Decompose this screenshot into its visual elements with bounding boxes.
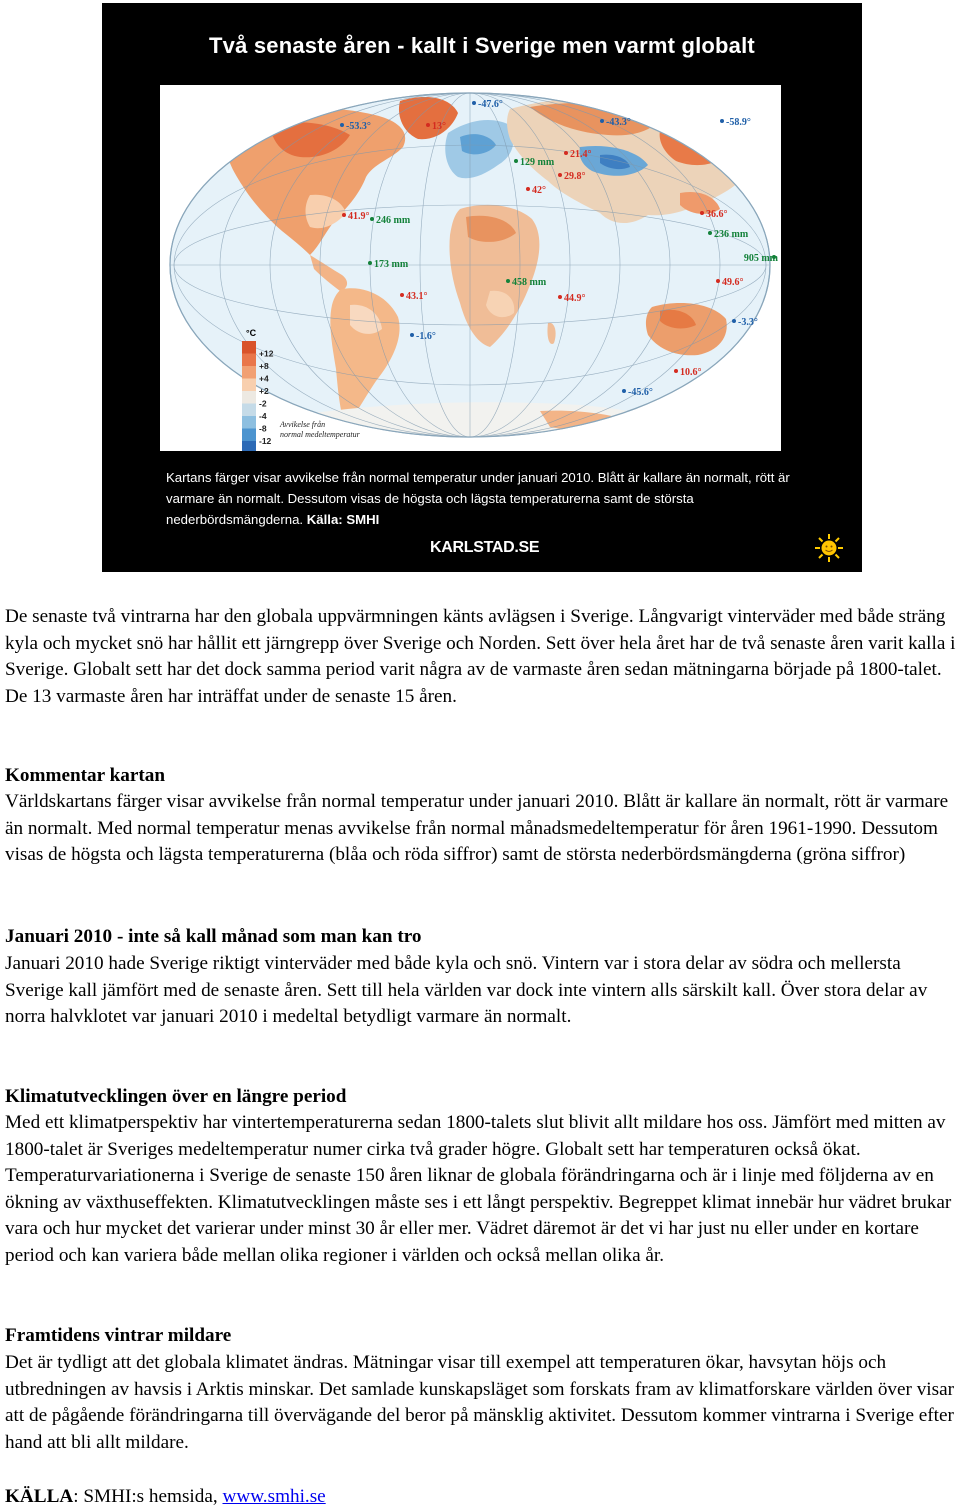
legend-swatch [242,354,256,367]
map-label: 43.1° [406,291,428,302]
smhi-link[interactable]: www.smhi.se [222,1486,326,1507]
map-label: 236 mm [714,229,749,240]
legend-swatch [242,341,256,354]
intro-paragraph: De senaste två vintrarna har den globala uppvärmningen känts avlägsen i Sverige. Långvarigt vinterväder med både sträng kyla och mycket snö har hållit ett järngrepp över Sverige och Norden. Sett över hela året har de två senaste åren varit kalla i Sverige. Globalt sett har det dock samma period varit några av de varmaste åren sedan mätningarna började på 1800-talet. De 13 varmaste åren har inträffat under de senaste 15 åren. [5,606,956,707]
slide-title: Två senaste åren - kallt i Sverige men varmt globalt [209,33,755,58]
legend-step: -2 [259,398,267,409]
map-marker [674,369,678,373]
map-label: 246 mm [376,215,411,226]
section-body-kommentar: Världskartans färger visar avvikelse från normal temperatur under januari 2010. Blått är kallare än normalt, rött är varmare än normalt. Med normal temperatur menas avvikelse från normal månadsmedeltemperatur för åren 1961-1990. Dessutom visas de högsta och lägsta temperaturerna (blåa och röda siffror) samt de största nederbördsmängderna (gröna siffror) [5,791,949,866]
map-label: 44.9° [564,293,586,304]
map-label: -47.6° [478,99,503,110]
legend-caption: normal medeltemperatur [280,430,360,439]
map-marker [370,217,374,221]
source-label: KÄLLA [5,1486,74,1507]
map-marker [472,101,476,105]
legend-step: +8 [259,361,269,371]
source-line [5,1484,326,1510]
map-label: 42° [532,185,546,196]
legend-step: +12 [259,348,274,359]
map-marker [732,319,736,323]
slide-caption [166,467,806,530]
sun-icon [814,533,844,563]
map-marker [410,333,414,337]
legend-step: -8 [259,423,267,434]
map-label: -43.3° [606,117,631,128]
legend-step: +4 [259,373,269,384]
map-marker [720,119,724,123]
map-label: 49.6° [722,277,744,288]
section-heading-kommentar: Kommentar kartan [5,765,166,786]
world-temperature-map [160,85,781,451]
map-label: -45.6° [628,387,653,398]
legend-caption: Avvikelse från [280,420,326,429]
map-label: 10.6° [680,367,702,378]
slide-image [102,3,862,572]
map-marker [342,213,346,217]
karlstad-logo: KARLSTAD.SE [430,539,540,556]
map-label: 458 mm [512,277,547,288]
map-label: -3.3° [738,317,758,328]
map-marker [368,261,372,265]
legend-step: -12 [259,436,272,446]
map-label: 36.6° [706,209,728,220]
map-label: -58.9° [726,117,751,128]
map-marker [426,123,430,127]
legend-swatch [242,429,256,442]
section-heading-klimat: Klimatutvecklingen över en längre period [5,1086,347,1107]
map-label: 21.4° [570,149,592,160]
section-body-framtid: Det är tydligt att det globala klimatet ändras. Mätningar visar till exempel att temperaturen ökar, havsytan höjs och utbredningen av havsis i Arktis minskar. Det samlade kunskapsläget som forskats fram av klimatforskare världen över visar att de pågående förändringarna till övervägande del beror på mänsklig aktivitet. Dessutom kommer vintrarna i Sverige efter hand att bli allt mildare. [5,1352,955,1453]
slide-caption-source: Källa: SMHI [306,512,380,527]
map-label: 29.8° [564,171,586,182]
map-marker [708,231,712,235]
section-heading-januari: Januari 2010 - inte så kall månad som man kan tro [5,926,422,947]
map-label: -1.6° [416,331,436,342]
map-label: 905 mm [743,253,778,264]
section-heading-framtid: Framtidens vintrar mildare [5,1325,232,1346]
legend-swatch [242,379,256,392]
section-body-klimat: Med ett klimatperspektiv har vintertemperaturerna sedan 1800-talets slut blivit allt mildare hos oss. Jämfört med mitten av 1800-talet är Sveriges medeltemperatur numer cirka två grader högre. Globalt sett har temperaturen också ökat. Temperaturvariationerna i Sverige de senaste 150 åren liknar de globala förändringarna och är i linje med följderna av en ökning av växthuseffekten. Klimatutvecklingen måste ses i ett långt perspektiv. Begreppet klimat innebär hur vädret brukar vara och hur mycket det varierar under minst 30 år eller mer. Vädret däremot är det vi har just nu eller under en kortare period och kan variera både mellan olika regioner i världen och också mellan olika år. [5,1112,952,1266]
legend-swatch [242,416,256,429]
map-label: 41.9° [348,211,370,222]
slide-caption-text: Kartans färger visar avvikelse från normal temperatur under januari 2010. Blått är kallare än normalt, rött är varmare än normalt. Dessutom visas de högsta och lägsta temperaturerna samt de största nederbördsmängderna. [166,470,790,527]
map-marker [558,173,562,177]
map-label: 129 mm [520,157,555,168]
map-marker [564,151,568,155]
map-label: 173 mm [374,259,409,270]
legend-swatch [242,391,256,404]
map-marker [600,119,604,123]
section-body-januari: Januari 2010 hade Sverige riktigt vinterväder med både kyla och snö. Vintern var i stora delar av södra och mellersta Sverige kall jämfört med de senaste åren. Sett till hela världen var dock inte vintern alls särskilt kall. Över stora delar av norra halvklotet var januari 2010 i medeltal betydligt varmare än normalt. [5,953,928,1028]
map-marker [514,159,518,163]
map-marker [716,279,720,283]
source-text: : SMHI:s hemsida, [73,1486,223,1507]
legend-swatch [242,441,256,451]
map-marker [622,389,626,393]
map-label: -53.3° [346,121,371,132]
legend-step: -4 [259,411,267,421]
map-marker [526,187,530,191]
map-marker [700,211,704,215]
legend-unit: °C [246,328,257,338]
legend-swatch [242,404,256,417]
map-marker [506,279,510,283]
map-label: 13° [432,121,446,132]
map-marker [340,123,344,127]
map-marker [558,295,562,299]
legend-swatch [242,366,256,379]
legend-step: +2 [259,386,269,396]
map-marker [400,293,404,297]
